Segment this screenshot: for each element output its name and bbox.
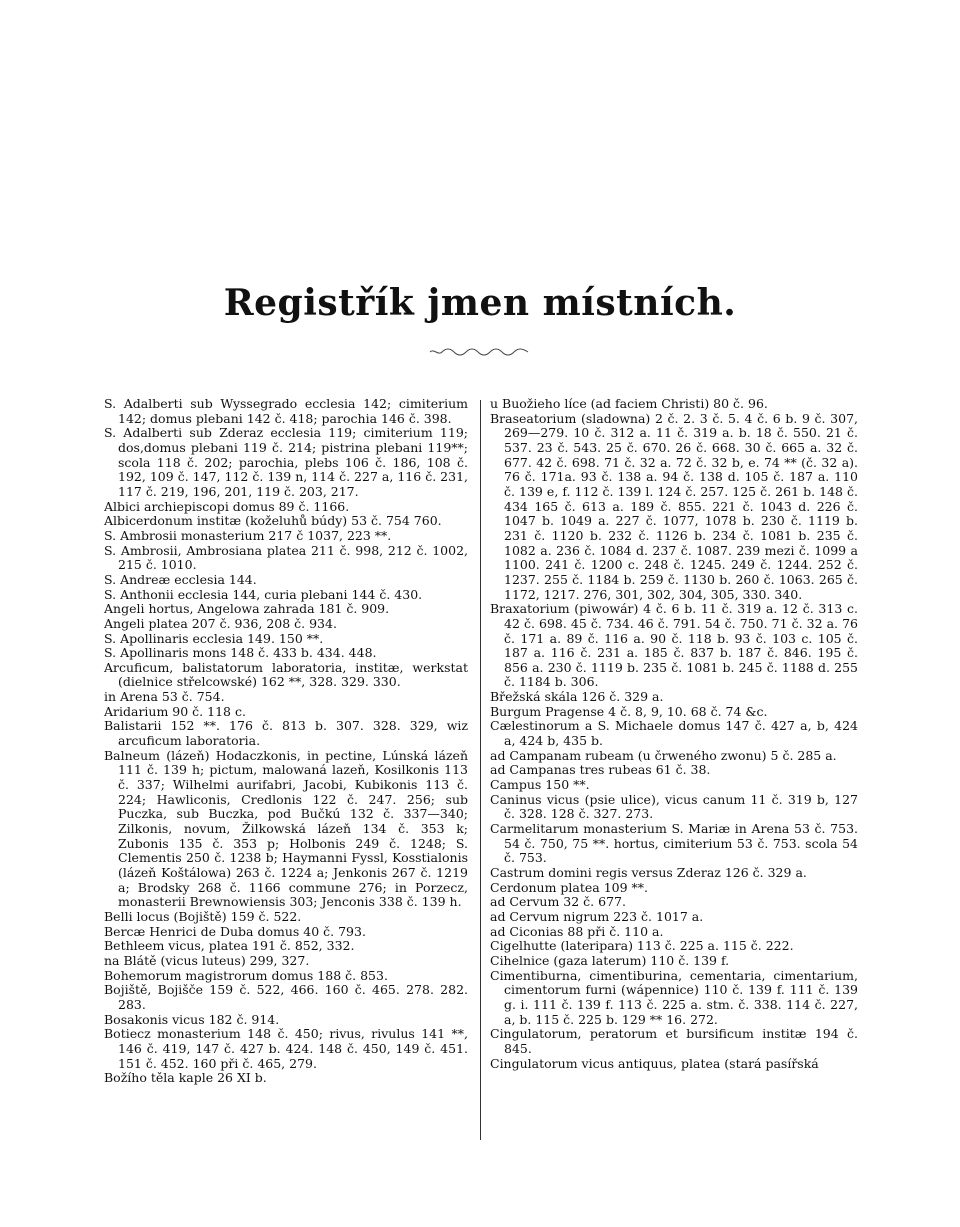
index-entry: Cihelnice (gaza laterum) 110 č. 139 f. xyxy=(490,952,730,968)
index-entry: Albicerdonum institæ (koželuhů búdy) 53 č. 754 760. xyxy=(104,513,442,529)
index-entry: Angeli platea 207 č. 936, 208 č. 934. xyxy=(104,615,337,631)
index-entry: Cingulatorum vicus antiquus, platea (stará pasířská xyxy=(490,1055,819,1071)
index-entry: ad Ciconias 88 při č. 110 a. xyxy=(490,923,664,939)
index-entry: Belli locus (Bojiště) 159 č. 522. xyxy=(104,908,302,924)
index-entry: Bohemorum magistrorum domus 188 č. 853. xyxy=(104,967,388,983)
index-entry: Balistarii 152 **. 176 č. 813 b. 307. 328. 329, wiz arcuficum laboratoria. xyxy=(104,718,468,749)
index-entry: Caninus vicus (psie ulice), vicus canum 11 č. 319 b, 127 č. 328. 128 č. 327. 273. xyxy=(490,791,858,822)
index-entry: ad Cervum nigrum 223 č. 1017 a. xyxy=(490,908,704,924)
page-title: Registřík jmen místních. xyxy=(223,282,737,324)
index-entry: S. Anthonii ecclesia 144, curia plebani 144 č. 430. xyxy=(104,586,423,602)
index-entry: Balneum (lázeň) Hodaczkonis, in pectine, Lúnská lázeň 111 č. 139 h; pictum, malowaná lazeň, Kosilkonis 113 č. 337; Wilhelmi aurifabri, Jacobi, Kubikonis 113 č. 224; Hawliconis, Credlonis 122 č. 247. 256; sub Puczka, sub Buczka, pod Bučkú 132 č. 337—340; Zilkonis, novum, Žilkowská lázeň 134 č. 353 k; Zubonis 135 č. 353 p; Holbonis 249 č. 1248; S. Clementis 250 č. 1238 b; Haymanni Fyssl, Kosstialonis (lázeň Koštálowa) 263 č. 1224 a; Jenkonis 267 č. 1219 a; Brodsky 268 č. 1166 commune 276; in Porzecz, monasterii Brewnowiensis 303; Jenconis 338 č. 139 h. xyxy=(104,747,468,910)
index-entry: S. Ambrosii monasterium 217 č 1037, 223 **. xyxy=(104,527,392,543)
index-entry: Castrum domini regis versus Zderaz 126 č. 329 a. xyxy=(490,865,807,880)
index-entry: ad Campanas tres rubeas 61 č. 38. xyxy=(490,762,711,778)
index-entry: Bojiště, Bojišče 159 č. 522, 466. 160 č. 465. 278. 282. 283. xyxy=(104,982,468,1012)
index-entry: Arcuficum, balistatorum laboratoria, institæ, werkstat (dielnice střelcowské) 162 **, 328. 329. 330. xyxy=(104,659,468,690)
index-entry: Braseatorium (sladowna) 2 č. 2. 3 č. 5. 4 č. 6 b. 9 č. 307, 269—279. 10 č. 312 a. 11 č. 319 a. b. 18 č. 550. 21 č. 537. 23 č. 543. 25 č. 670. 26 č. 668. 30 č. 665 a. 32 č. 677. 42 č. 698. 71 č. 32 a. 72 č. 32 b, e. 74 ** (č. 32 a). 76 č. 171a. 93 č. 138 a. 94 č. 138 d. 105 č. 187 a. 110 č. 139 e, f. 112 č. 139 l. 124 č. 257. 125 č. 261 b. 148 č. 434 165 č. 613 a. 189 č. 855. 221 č. 1043 d. 226 č. 1047 b. 1049 a. 227 č. 1077, 1078 b. 230 č. 1119 b. 231 č. 1120 b. 232 č. 1126 b. 234 č. 1081 b. 235 č. 1082 a. 236 č. 1084 d. 237 č. 1087. 239 mezi č. 1099 a 1100. 241 č. 1200 c. 248 č. 1245. 249 č. 1244. 252 č. 1237. 255 č. 1184 b. 259 č. 1130 b. 260 č. 1063. 265 č. 1172, 1217. 276, 301, 302, 304, 305, 330. 340. xyxy=(490,410,858,602)
index-entry: Cigelhutte (lateripara) 113 č. 225 a. 115 č. 222. xyxy=(490,938,794,954)
index-entry: Cerdonum platea 109 **. xyxy=(490,879,648,895)
index-entry: in Arena 53 č. 754. xyxy=(104,689,225,705)
left-column xyxy=(104,397,468,1086)
index-entry: S. Apollinaris mons 148 č. 433 b. 434. 448. xyxy=(104,645,377,661)
index-entry: Albici archiepiscopi domus 89 č. 1166. xyxy=(104,498,350,514)
title-ornament xyxy=(428,346,532,358)
index-entry: Cælestinorum a S. Michaele domus 147 č. 427 a, b, 424 a, 424 b, 435 b. xyxy=(490,718,858,749)
index-entry: Bercæ Henrici de Duba domus 40 č. 793. xyxy=(104,923,366,939)
index-entry: Campus 150 **. xyxy=(490,777,590,793)
index-entry: Bosakonis vicus 182 č. 914. xyxy=(104,1011,280,1027)
index-entry: u Buožieho líce (ad faciem Christi) 80 č. 96. xyxy=(490,396,768,411)
index-entry: S. Adalberti sub Zderaz ecclesia 119; cimiterium 119; dos,domus plebani 119 č. 214; pistrina plebani 119**; scola 118 č. 202; parochia, plebs 106 č. 186, 108 č. 192, 109 č. 147, 112 č. 139 n, 114 č. 227 a, 116 č. 231, 117 č. 219, 196, 201, 119 č. 203, 217. xyxy=(104,425,468,499)
column-divider xyxy=(480,400,481,1140)
index-entry: Cingulatorum, peratorum et bursificum institæ 194 č. 845. xyxy=(490,1026,858,1056)
index-entry: Bethleem vicus, platea 191 č. 852, 332. xyxy=(104,938,355,954)
index-entry: na Blátě (vicus luteus) 299, 327. xyxy=(104,952,310,968)
index-entry: Cimentiburna, cimentiburina, cementaria, cimentarium, cimentorum furni (wápennice) 110 č. 139 f. 111 č. 139 g. i. 111 č. 139 f. 113 č. 225 a. stm. č. 338. 114 č. 227, a, b. 115 č. 225 b. 129 ** 16. 272. xyxy=(490,967,858,1027)
index-entry: ad Campanam rubeam (u črweného zwonu) 5 č. 285 a. xyxy=(490,747,837,763)
index-entry: Carmelitarum monasterium S. Mariæ in Arena 53 č. 753. 54 č. 750, 75 **. hortus, cimiterium 53 č. 753. scola 54 č. 753. xyxy=(490,821,858,866)
index-entry: Angeli hortus, Angelowa zahrada 181 č. 909. xyxy=(104,601,390,617)
index-entry: Božího těla kaple 26 XI b. xyxy=(104,1070,267,1086)
right-column xyxy=(490,397,858,1071)
index-entry: S. Adalberti sub Wyssegrado ecclesia 142; cimiterium 142; domus plebani 142 č. 418; parochia 146 č. 398. xyxy=(104,396,468,426)
index-entry: Aridarium 90 č. 118 c. xyxy=(104,703,246,719)
index-entry: Burgum Pragense 4 č. 8, 9, 10. 68 č. 74 &c. xyxy=(490,703,768,719)
index-entry: S. Ambrosii, Ambrosiana platea 211 č. 998, 212 č. 1002, 215 č. 1010. xyxy=(104,542,468,573)
index-entry: Braxatorium (piwowár) 4 č. 6 b. 11 č. 319 a. 12 č. 313 c. 42 č. 698. 45 č. 734. 46 č. 791. 54 č. 750. 71 č. 32 a. 76 č. 171 a. 89 č. 116 a. 90 č. 118 b. 93 č. 103 c. 105 č. 187 a. 116 č. 231 a. 185 č. 837 b. 187 č. 846. 195 č. 856 a. 230 č. 1119 b. 235 č. 1081 b. 245 č. 1188 d. 255 č. 1184 b. 306. xyxy=(490,601,858,690)
index-entry: Botiecz monasterium 148 č. 450; rivus, rivulus 141 **, 146 č. 419, 147 č. 427 b. 424. 148 č. 450, 149 č. 451. 151 č. 452. 160 při č. 465, 279. xyxy=(104,1026,468,1071)
index-entry: Břežská skála 126 č. 329 a. xyxy=(490,689,664,705)
index-entry: S. Andreæ ecclesia 144. xyxy=(104,571,257,587)
index-entry: ad Cervum 32 č. 677. xyxy=(490,894,626,910)
index-entry: S. Apollinaris ecclesia 149. 150 **. xyxy=(104,630,324,646)
